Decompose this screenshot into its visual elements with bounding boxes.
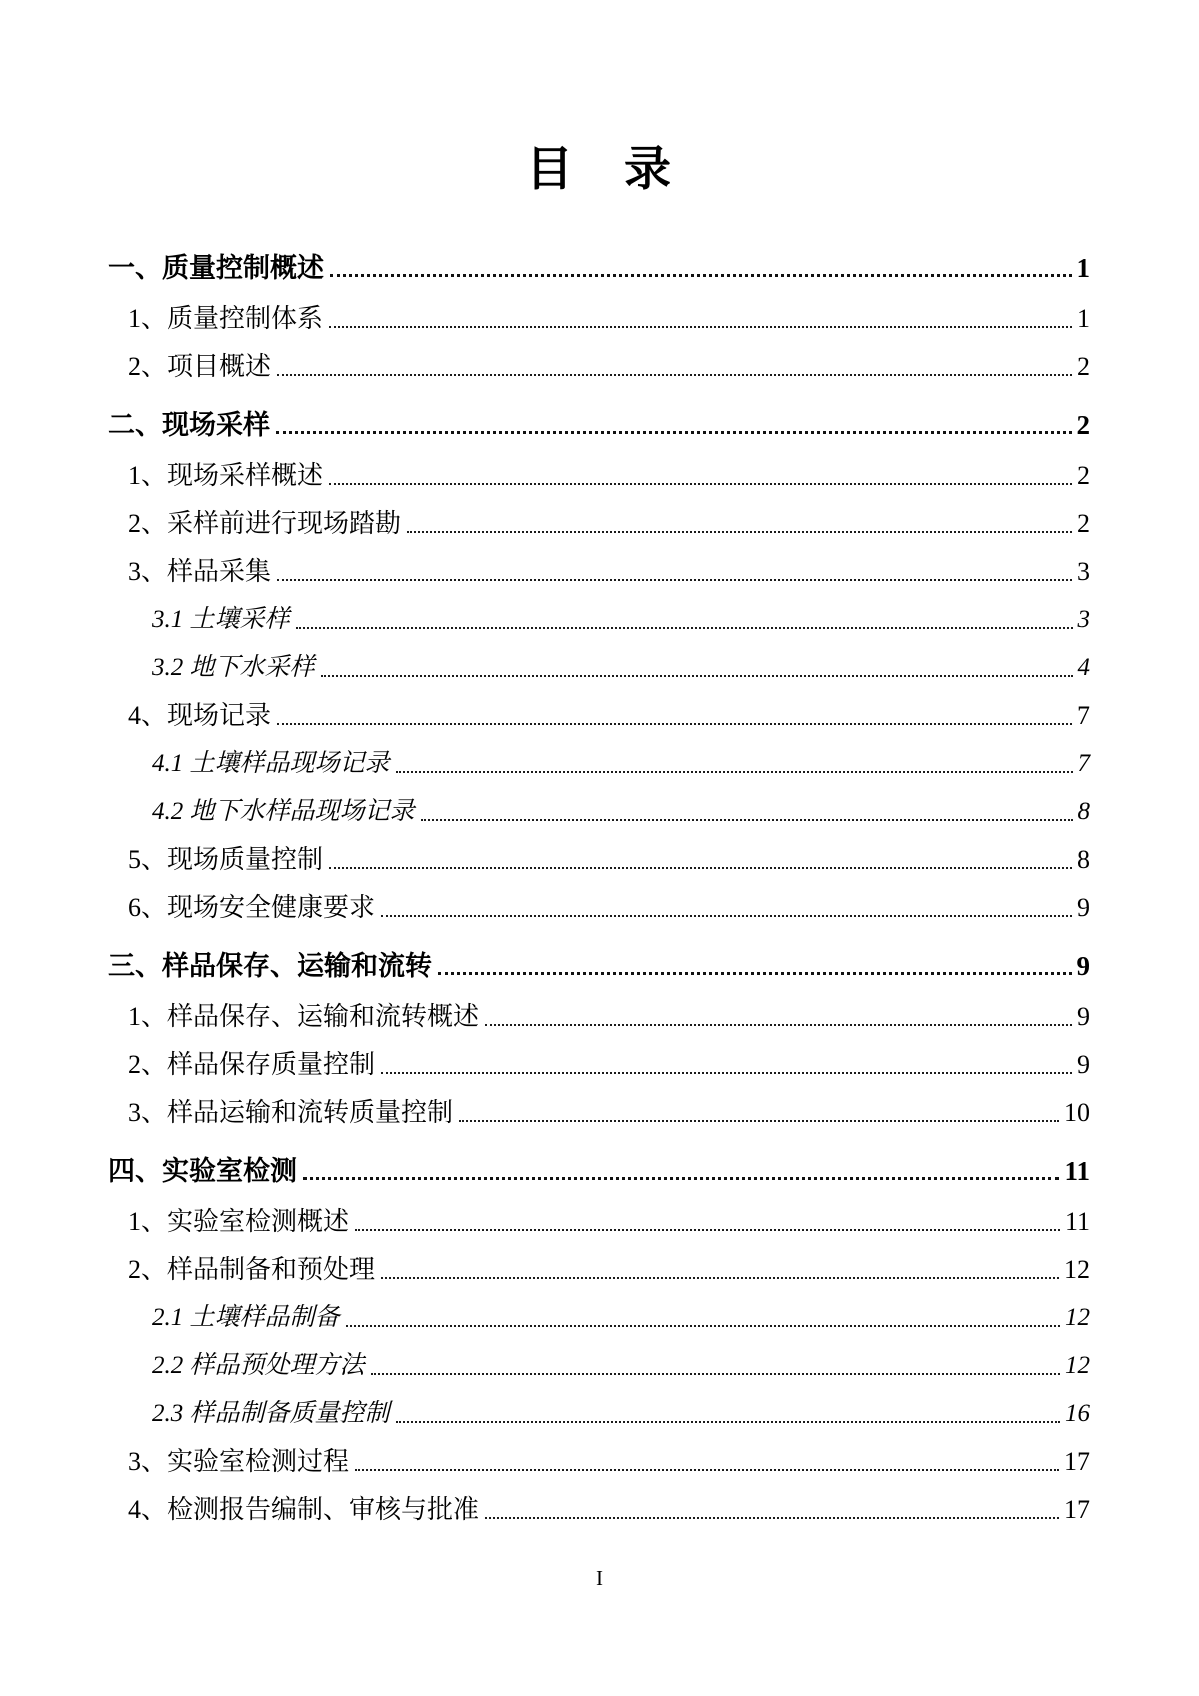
dot-leader [407, 531, 1072, 533]
toc-entry[interactable] [108, 460, 1090, 492]
toc-entry-page-number: 2 [1077, 509, 1090, 538]
toc-entry-label: 1、现场采样概述 [128, 461, 324, 490]
dot-leader [277, 579, 1072, 581]
toc-entry-page-number: 3 [1077, 557, 1090, 586]
toc-entry-page-number: 17 [1064, 1495, 1090, 1524]
toc-entry-label: 3、样品采集 [128, 557, 272, 586]
toc-entry-label: 5、现场质量控制 [128, 845, 324, 874]
toc-entry[interactable] [108, 700, 1090, 732]
toc-entry-label: 1、质量控制体系 [128, 304, 324, 333]
dot-leader [330, 274, 1072, 277]
dot-leader [276, 431, 1072, 434]
toc-entry-page-number: 2 [1077, 461, 1090, 490]
toc-entry[interactable] [108, 252, 1090, 284]
toc-entry-page-number: 2 [1077, 352, 1090, 381]
toc-entry-label: 3.1 土壤采样 [152, 606, 290, 633]
dot-leader [371, 1373, 1060, 1375]
toc-entry-label: 2、项目概述 [128, 352, 272, 381]
page-number-footer: I [596, 1566, 603, 1590]
toc-entry[interactable] [108, 1097, 1090, 1129]
toc-entry-label: 4、现场记录 [128, 701, 272, 730]
dot-leader [329, 326, 1072, 328]
toc-entry[interactable] [108, 1206, 1090, 1238]
dot-leader [438, 972, 1072, 975]
toc-entry[interactable] [108, 1155, 1090, 1187]
toc-entry-page-number: 9 [1076, 951, 1090, 981]
dot-leader [381, 1277, 1059, 1279]
toc-entry[interactable] [108, 508, 1090, 540]
toc-entry-page-number: 7 [1077, 701, 1090, 730]
toc-entry-label: 2、采样前进行现场踏勘 [128, 509, 402, 538]
toc-entry-label: 6、现场安全健康要求 [128, 893, 376, 922]
toc-entry-label: 3、样品运输和流转质量控制 [128, 1098, 454, 1127]
toc-entry[interactable] [108, 844, 1090, 876]
dot-leader [396, 1421, 1060, 1423]
toc-entry-label: 4.2 地下水样品现场记录 [152, 798, 415, 825]
toc-entry[interactable] [108, 1302, 1090, 1334]
dot-leader [381, 1072, 1072, 1074]
toc-entry[interactable] [108, 1001, 1090, 1033]
toc-entry-page-number: 10 [1064, 1098, 1090, 1127]
page-title: 目 录 [526, 144, 673, 196]
toc-entry[interactable] [108, 796, 1090, 828]
toc-entry-page-number: 11 [1064, 1156, 1090, 1186]
toc-entry-page-number: 9 [1077, 1002, 1090, 1031]
toc-entry-label: 2.1 土壤样品制备 [152, 1304, 340, 1331]
dot-leader [277, 723, 1072, 725]
toc-entry[interactable] [108, 1398, 1090, 1430]
toc-entry-page-number: 8 [1077, 798, 1090, 825]
toc-entry-page-number: 11 [1064, 1207, 1090, 1236]
dot-leader [329, 867, 1072, 869]
toc-entry[interactable] [108, 604, 1090, 636]
toc-entry[interactable] [108, 652, 1090, 684]
toc-entry[interactable] [108, 1254, 1090, 1286]
toc-entry-label: 四、实验室检测 [108, 1156, 297, 1186]
toc-entry-page-number: 12 [1065, 1304, 1090, 1331]
toc-entry-label: 2、样品保存质量控制 [128, 1050, 376, 1079]
toc-entry[interactable] [108, 1049, 1090, 1081]
toc-entry-label: 二、现场采样 [108, 410, 270, 440]
dot-leader [355, 1469, 1059, 1471]
toc-entry[interactable] [108, 1350, 1090, 1382]
dot-leader [381, 915, 1072, 917]
toc-entry-page-number: 1 [1077, 304, 1090, 333]
toc-entry[interactable] [108, 950, 1090, 982]
toc-entry[interactable] [108, 748, 1090, 780]
toc-entry-label: 2.3 样品制备质量控制 [152, 1400, 390, 1427]
toc-list [108, 226, 1090, 1542]
dot-leader [396, 771, 1073, 773]
dot-leader [303, 1177, 1059, 1180]
dot-leader [296, 627, 1073, 629]
dot-leader [277, 374, 1072, 376]
toc-entry-page-number: 1 [1076, 253, 1090, 283]
toc-entry-label: 三、样品保存、运输和流转 [108, 951, 432, 981]
toc-entry-page-number: 16 [1065, 1400, 1090, 1427]
toc-entry-label: 1、样品保存、运输和流转概述 [128, 1002, 480, 1031]
toc-entry[interactable] [108, 351, 1090, 383]
dot-leader [485, 1024, 1072, 1026]
toc-entry-label: 4、检测报告编制、审核与批准 [128, 1495, 480, 1524]
toc-entry-page-number: 3 [1077, 606, 1090, 633]
dot-leader [355, 1229, 1060, 1231]
toc-entry-page-number: 9 [1077, 1050, 1090, 1079]
dot-leader [459, 1120, 1059, 1122]
dot-leader [421, 819, 1073, 821]
toc-entry-label: 2.2 样品预处理方法 [152, 1352, 365, 1379]
toc-entry-page-number: 9 [1077, 893, 1090, 922]
toc-entry-label: 4.1 土壤样品现场记录 [152, 750, 390, 777]
toc-entry-page-number: 7 [1077, 750, 1090, 777]
toc-entry-page-number: 8 [1077, 845, 1090, 874]
toc-entry-page-number: 12 [1065, 1352, 1090, 1379]
toc-entry-label: 一、质量控制概述 [108, 253, 324, 283]
dot-leader [346, 1325, 1060, 1327]
toc-entry-label: 3.2 地下水采样 [152, 654, 315, 681]
toc-entry[interactable] [108, 409, 1090, 441]
toc-entry[interactable] [108, 303, 1090, 335]
toc-entry-page-number: 2 [1076, 410, 1090, 440]
toc-entry[interactable] [108, 892, 1090, 924]
toc-entry-page-number: 17 [1064, 1447, 1090, 1476]
dot-leader [329, 483, 1072, 485]
toc-entry-label: 1、实验室检测概述 [128, 1207, 350, 1236]
toc-entry[interactable] [108, 1446, 1090, 1478]
toc-entry[interactable] [108, 1494, 1090, 1526]
toc-entry-label: 3、实验室检测过程 [128, 1447, 350, 1476]
toc-entry-page-number: 12 [1064, 1255, 1090, 1284]
dot-leader [321, 675, 1073, 677]
dot-leader [485, 1517, 1059, 1519]
toc-entry-page-number: 4 [1077, 654, 1090, 681]
toc-entry[interactable] [108, 556, 1090, 588]
toc-entry-label: 2、样品制备和预处理 [128, 1255, 376, 1284]
